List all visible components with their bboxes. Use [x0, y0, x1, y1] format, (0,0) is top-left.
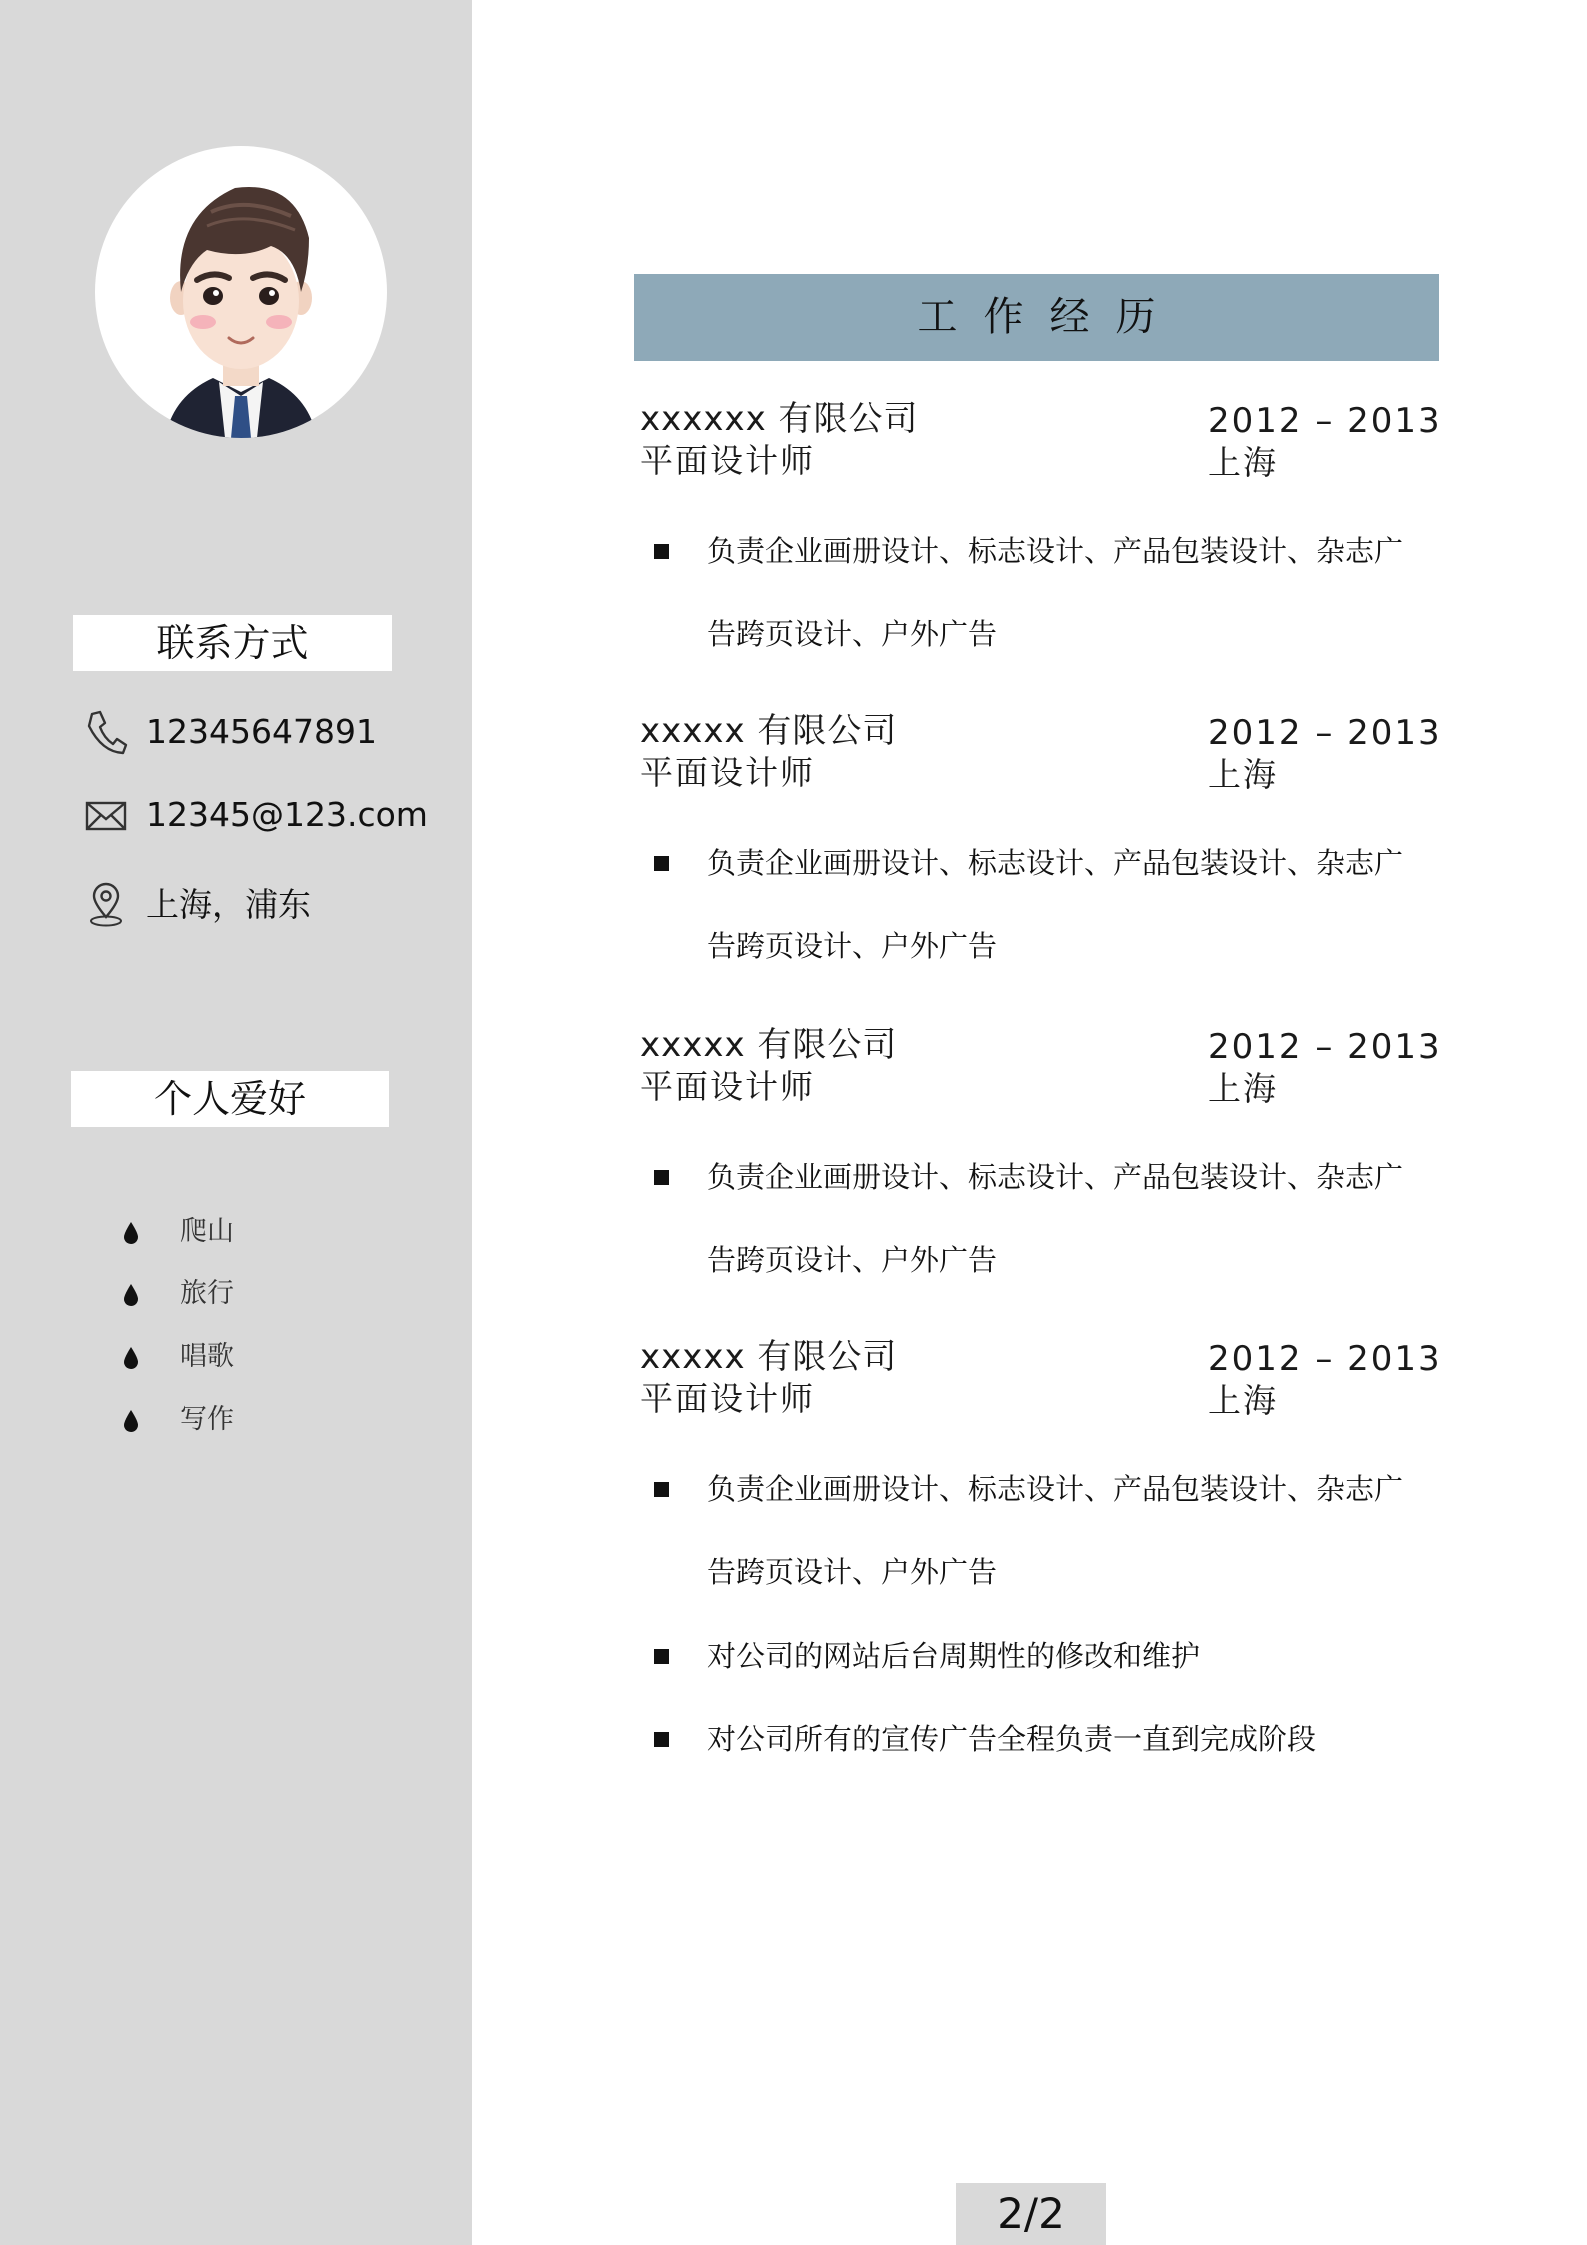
job-company: xxxxx 有限公司 [640, 1337, 898, 1377]
droplet-icon [122, 1409, 140, 1433]
section-title-work-experience: 工作经历 [634, 274, 1439, 361]
duty-line-1: 负责企业画册设计、标志设计、产品包装设计、杂志广 [707, 846, 1404, 880]
duty-line-2: 告跨页设计、户外广告 [707, 929, 998, 963]
duty-line-2: 告跨页设计、户外广告 [707, 1243, 998, 1277]
job-city: 上海 [1208, 755, 1278, 794]
contact-heading: 联系方式 [73, 615, 392, 671]
sidebar [0, 0, 472, 2245]
hobby-label: 唱歌 [180, 1341, 234, 1372]
job-role: 平面设计师 [640, 753, 815, 792]
job-city: 上海 [1208, 1069, 1278, 1108]
droplet-icon [122, 1283, 140, 1307]
job-role: 平面设计师 [640, 441, 815, 480]
bullet-square-icon [654, 1732, 669, 1747]
job-period: 2012 – 2013 [1208, 1339, 1442, 1379]
job-company: xxxxx 有限公司 [640, 1025, 898, 1065]
duty-line: 对公司的网站后台周期性的修改和维护 [707, 1639, 1201, 1673]
duty-line-2: 告跨页设计、户外广告 [707, 617, 998, 651]
phone-number: 12345647891 [146, 712, 377, 751]
job-role: 平面设计师 [640, 1379, 815, 1418]
duty-line-2: 告跨页设计、户外广告 [707, 1555, 998, 1589]
duty-line-1: 负责企业画册设计、标志设计、产品包装设计、杂志广 [707, 1472, 1404, 1506]
avatar-illustration [95, 146, 387, 438]
bullet-square-icon [654, 1482, 669, 1497]
hobby-heading: 个人爱好 [71, 1071, 389, 1127]
email-address: 12345@123.com [146, 795, 428, 834]
address: 上海，浦东 [146, 885, 311, 924]
avatar [95, 146, 387, 438]
job-company: xxxxxx 有限公司 [640, 399, 919, 439]
phone-icon [84, 708, 128, 756]
job-company: xxxxx 有限公司 [640, 711, 898, 751]
envelope-icon [84, 791, 128, 839]
duty-line-1: 负责企业画册设计、标志设计、产品包装设计、杂志广 [707, 1160, 1404, 1194]
job-city: 上海 [1208, 443, 1278, 482]
hobby-label: 写作 [180, 1404, 234, 1435]
droplet-icon [122, 1221, 140, 1245]
job-period: 2012 – 2013 [1208, 401, 1442, 441]
bullet-square-icon [654, 544, 669, 559]
location-pin-icon [84, 881, 128, 929]
job-city: 上海 [1208, 1381, 1278, 1420]
droplet-icon [122, 1346, 140, 1370]
page-number: 2/2 [956, 2183, 1106, 2245]
job-role: 平面设计师 [640, 1067, 815, 1106]
job-period: 2012 – 2013 [1208, 713, 1442, 753]
hobby-label: 旅行 [180, 1278, 234, 1309]
duty-line: 对公司所有的宣传广告全程负责一直到完成阶段 [707, 1722, 1317, 1756]
job-period: 2012 – 2013 [1208, 1027, 1442, 1067]
bullet-square-icon [654, 1170, 669, 1185]
hobby-label: 爬山 [180, 1216, 234, 1247]
bullet-square-icon [654, 856, 669, 871]
duty-line-1: 负责企业画册设计、标志设计、产品包装设计、杂志广 [707, 534, 1404, 568]
bullet-square-icon [654, 1649, 669, 1664]
